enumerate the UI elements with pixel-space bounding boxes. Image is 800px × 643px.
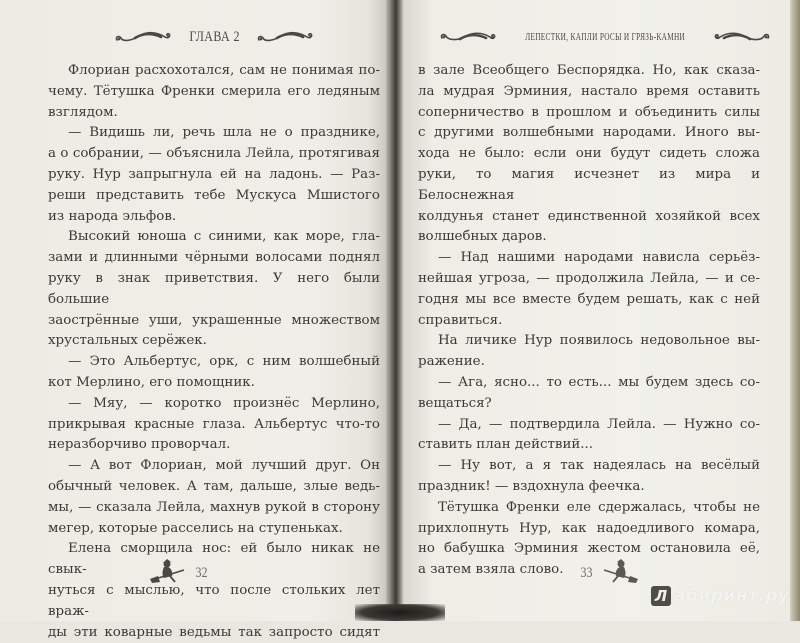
paragraph: в зале Всеобщего Беспорядка. Но, как сказа- ла мудрая Эрминия, настало время оставить соперничество в прошлом и объединить силы с другими волшебными народами. Иного вы- хода не было: если они будут сидеть сложа руки, то магия исчезнет из мира и Белоснежная колдунья станет единственной хозяйкой всех волшебных даров.: [418, 63, 760, 245]
page-number: 32: [195, 564, 208, 581]
labirint-watermark: [651, 586, 790, 606]
left-folio: [148, 558, 215, 588]
paragraph: — Видишь ли, речь шла не о празднике, а о собрании, — объяснила Лейла, протягивая руку. Нур запрыгнула ей на ладонь. — Раз- реши представить тебе Мускуса Мшистого из народа эльфов.: [48, 125, 380, 224]
book-title: ЛЕПЕСТКИ, КАПЛИ РОСЫ И ГРЯЗЬ-КАМНИ: [525, 31, 685, 43]
book-gutter: [386, 0, 404, 621]
right-page-body: [418, 61, 760, 581]
scroll-flourish-icon: [255, 28, 317, 46]
scroll-flourish-icon: [438, 28, 500, 46]
watermark-text: абиринт.ру: [674, 586, 790, 606]
paragraph: — Ну вот, а я так надеялась на весёлый праздник! — вздохнула феечка.: [418, 458, 760, 494]
paragraph: Флориан расхохотался, сам не понимая по- чему. Тётушка Френки смерила его ледяным взглядом.: [48, 63, 380, 120]
right-folio: [573, 558, 640, 588]
witch-on-broom-icon: [600, 558, 640, 588]
paragraph: Высокий юноша с синими, как море, гла- зами и длинными чёрными волосами поднял руку в знак приветствия. У него были большие заострённые уши, украшенные множеством хрустальных серёжек.: [48, 229, 380, 349]
paragraph: — Над нашими народами нависла серьёз- нейшая угроза, — продолжила Лейла, — и се- годня мы все вместе будем решать, как с ней справиться.: [418, 250, 760, 328]
scroll-flourish-icon: [113, 28, 175, 46]
paragraph: — Ага, ясно... то есть... мы будем здесь со- вещаться?: [418, 374, 760, 411]
paragraph: На личике Нур появилось недовольное вы- ражение.: [418, 333, 760, 370]
page-number: 33: [580, 564, 593, 581]
scroll-flourish-icon: [710, 28, 772, 46]
left-page-body: [48, 61, 380, 643]
paragraph: — Мяу, — коротко произнёс Мерлино, прикрывая красные глаза. Альбертус что-то неразборчиво проворчал.: [48, 395, 380, 453]
chapter-title: ГЛАВА 2: [189, 28, 241, 45]
paragraph: — Да, — подтвердила Лейла. — Нужно со- ставить план действий...: [418, 416, 760, 453]
paragraph: Елена сморщила нос: ей было никак не свык- нуться с мыслью, что после стольких лет враж- ды эти коварные ведьмы так запросто сидят: [48, 541, 380, 640]
paragraph: — Это Альбертус, орк, с ним волшебный кот Мерлино, его помощник.: [48, 354, 380, 390]
right-running-head: [425, 28, 785, 46]
left-running-head: [90, 28, 340, 46]
witch-on-broom-icon: [148, 558, 188, 588]
page-edge: [790, 0, 800, 621]
paragraph: — А вот Флориан, мой лучший друг. Он обычный человек. А там, дальше, злые ведь- мы, — сказала Лейла, махнув рукой в сторону мегер, которые расселись на ступеньках.: [48, 458, 380, 536]
paragraph: Тётушка Френки еле сдержалась, чтобы не прихлопнуть Нур, как надоедливого комара, но бабушка Эрминия жестом остановила её, а затем взяла слово.: [418, 499, 760, 578]
labirint-logo-icon: Л: [651, 586, 671, 606]
